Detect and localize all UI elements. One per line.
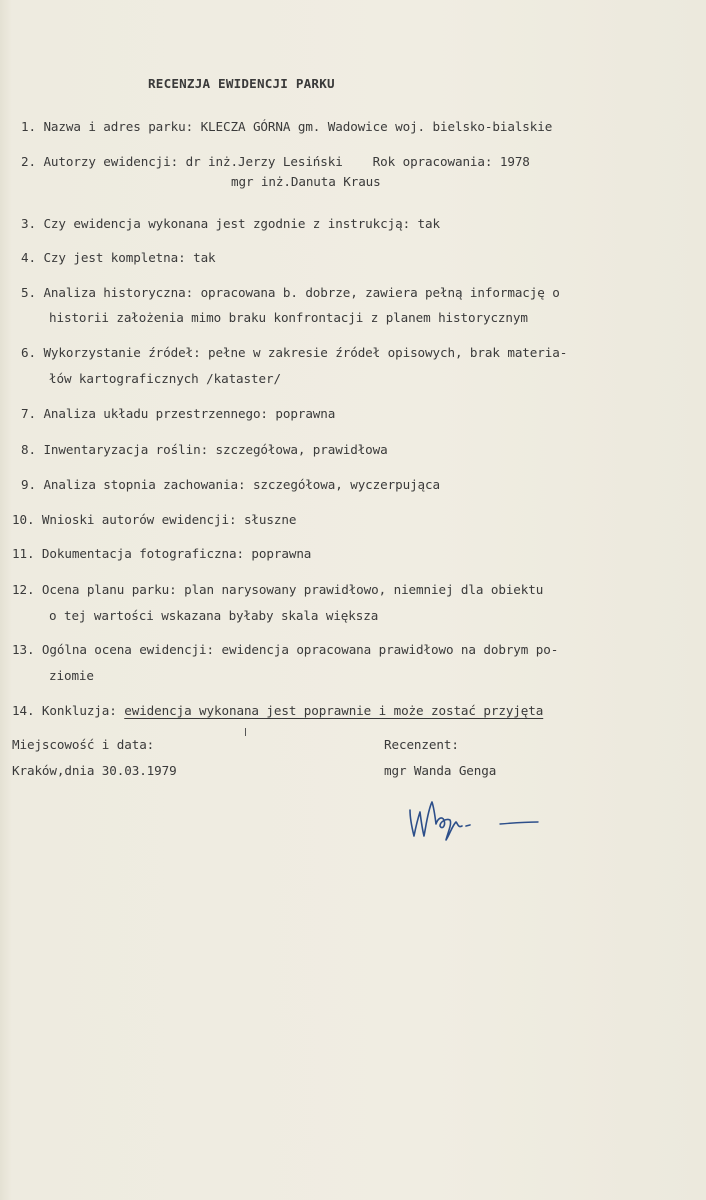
item-8: 8. Inwentaryzacja roślin: szczegółowa, prawidłowa [21, 442, 388, 457]
handwritten-signature [404, 796, 544, 846]
item-14 [12, 703, 543, 719]
item-2: 2. Autorzy ewidencji: dr inż.Jerzy Lesiński Rok opracowania: 1978 [21, 154, 530, 169]
item-10: 10. Wnioski autorów ewidencji: słuszne [12, 512, 297, 527]
item-6-continuation: łów kartograficznych /kataster/ [49, 371, 281, 386]
item-5-continuation: historii założenia mimo braku konfrontacji z planem historycznym [49, 310, 528, 325]
reviewer-label: Recenzent: [384, 737, 459, 752]
item-6: 6. Wykorzystanie źródeł: pełne w zakresie źródeł opisowych, brak materia- [21, 345, 568, 360]
item-4: 4. Czy jest kompletna: tak [21, 250, 216, 265]
place-date-value: Kraków,dnia 30.03.1979 [12, 763, 177, 778]
document-title: RECENZJA EWIDENCJI PARKU [148, 76, 335, 91]
item-5: 5. Analiza historyczna: opracowana b. dobrze, zawiera pełną informację o [21, 285, 560, 300]
item-12: 12. Ocena planu parku: plan narysowany prawidłowo, niemniej dla obiektu [12, 582, 544, 597]
item-13: 13. Ogólna ocena ewidencji: ewidencja opracowana prawidłowo na dobrym po- [12, 642, 559, 657]
item-7: 7. Analiza układu przestrzennego: poprawna [21, 406, 336, 421]
reviewer-name: mgr Wanda Genga [384, 763, 497, 778]
item-11: 11. Dokumentacja fotograficzna: poprawna [12, 546, 312, 561]
conclusion-text: ewidencja wykonana jest poprawnie i może zostać przyjęta [124, 703, 544, 718]
ink-mark [245, 728, 246, 736]
item-9: 9. Analiza stopnia zachowania: szczegółowa, wyczerpująca [21, 477, 440, 492]
item-12-continuation: o tej wartości wskazana byłaby skala większa [49, 608, 379, 623]
item-2-continuation: mgr inż.Danuta Kraus [231, 174, 381, 189]
item-3: 3. Czy ewidencja wykonana jest zgodnie z instrukcją: tak [21, 216, 440, 231]
place-date-label: Miejscowość i data: [12, 737, 155, 752]
item-1: 1. Nazwa i adres parku: KLECZA GÓRNA gm. Wadowice woj. bielsko-bialskie [21, 119, 553, 134]
item-13-continuation: ziomie [49, 668, 94, 683]
conclusion-label: 14. Konkluzja: [12, 703, 125, 718]
